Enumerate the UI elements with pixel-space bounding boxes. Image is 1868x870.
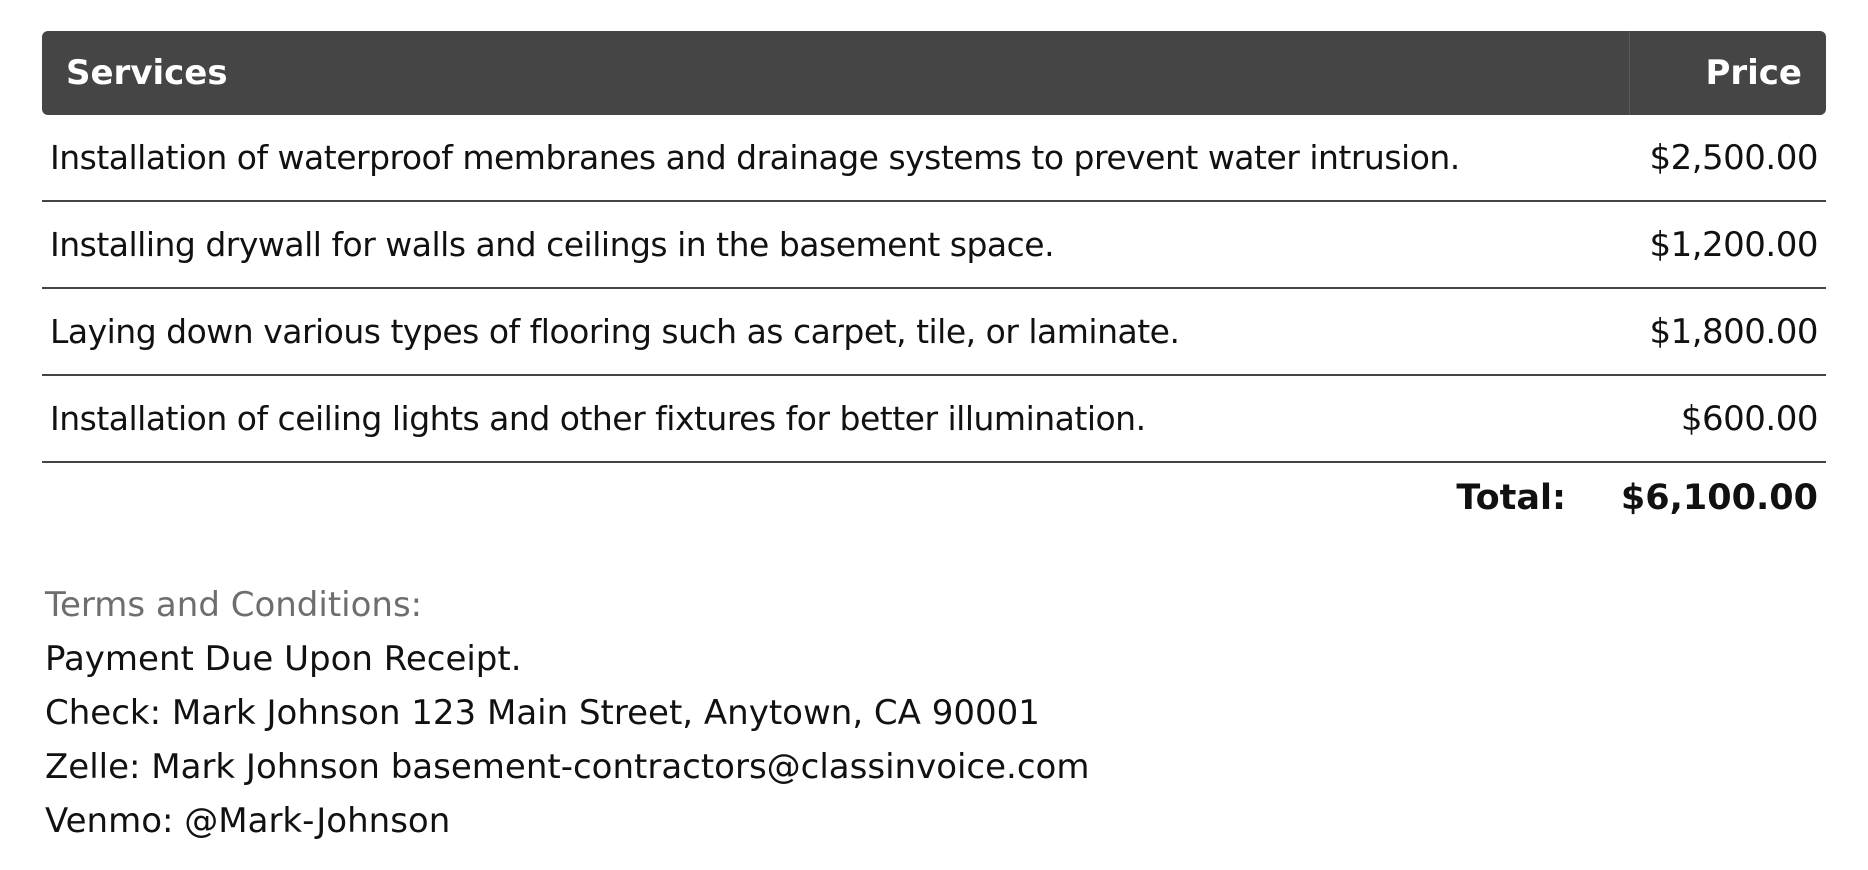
terms-venmo-payment: Venmo: @Mark-Johnson [45, 801, 451, 841]
table-header-row [42, 31, 1826, 115]
table-row [42, 115, 1826, 201]
total-value: $6,100.00 [1620, 478, 1818, 518]
table-row [42, 375, 1826, 462]
table-body [42, 115, 1826, 462]
service-description: Installing drywall for walls and ceilings in the basement space. [42, 201, 1629, 288]
services-table [42, 31, 1826, 463]
total-label: Total: [1456, 478, 1566, 518]
table-header [42, 31, 1826, 115]
services-column-header: Services [42, 31, 1629, 115]
table-row [42, 201, 1826, 288]
service-price: $1,800.00 [1629, 288, 1826, 375]
terms-section [45, 578, 1745, 848]
service-price: $2,500.00 [1629, 115, 1826, 201]
service-description: Installation of waterproof membranes and drainage systems to prevent water intrusion. [42, 115, 1629, 201]
terms-payment-due: Payment Due Upon Receipt. [45, 639, 522, 679]
service-price: $600.00 [1629, 375, 1826, 462]
table-row [42, 288, 1826, 375]
service-description: Installation of ceiling lights and other fixtures for better illumination. [42, 375, 1629, 462]
terms-check-payment: Check: Mark Johnson 123 Main Street, Anytown, CA 90001 [45, 693, 1040, 733]
total-row [42, 470, 1826, 530]
service-price: $1,200.00 [1629, 201, 1826, 288]
terms-zelle-payment: Zelle: Mark Johnson basement-contractors@classinvoice.com [45, 747, 1090, 787]
terms-heading: Terms and Conditions: [45, 585, 423, 625]
price-column-header: Price [1629, 31, 1826, 115]
service-description: Laying down various types of flooring such as carpet, tile, or laminate. [42, 288, 1629, 375]
